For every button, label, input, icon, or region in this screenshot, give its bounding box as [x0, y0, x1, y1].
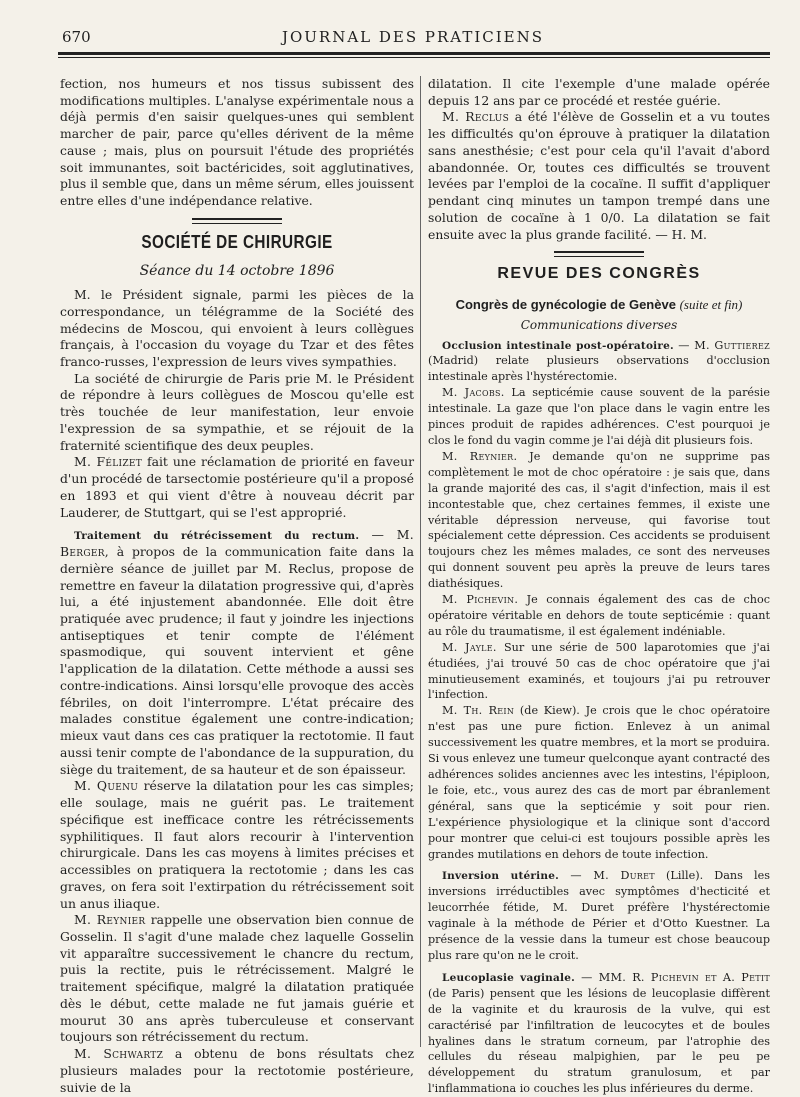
- paragraph-text: a été l'élève de Gosselin et a vu toutes les difficultés qu'on éprouve à pratiquer la dilatation sans anesthésie; c'est pour cela qu'il l'avait d'abord abandonnée. Or, toutes ces difficultés se trouvent levées par l'emploi de la cocaïne. Il suffit d'appliquer pendant cinq minutes un tampon trempé dans une solution de cocaïne à 1 0/0. La dilatation se fait ensuite avec la plus grande facilité. — H. M.: [428, 109, 770, 242]
- paragraph-text: La septicémie cause souvent de la parésie intestinale. La gaze que l'on place dans le vagin entre les pinces produit de rapides adhérences. C'est pourquoi je clos le fond du vagin comme je l'ai déjà dit plusieurs fois.: [428, 386, 770, 447]
- column-divider: [420, 76, 421, 1047]
- paragraph-text: (Madrid) relate plusieurs observations d'occlusion intestinale après l'hystérectomie.: [428, 354, 770, 384]
- paragraph-schwartz: [60, 1046, 414, 1096]
- left-column: [60, 76, 415, 1095]
- topic-heading: Occlusion intestinale post-opératoire.: [442, 339, 674, 352]
- paragraph-text: (de Kiew). Je crois que le choc opératoire n'est pas une pure fiction. Enlevez à un animal successivement les quatre membres, et la mort se produira. Si vous enlevez une tumeur quelconque ayant contracté des adhérences solides anciennes avec les intestins, l'épiploon, le foie, etc., vous aurez des cas de mort par ébranlement général, sans que la septicémie y soit pour rien. L'expérience physiologique et la clinique sont d'accord pour montrer que celui-ci est toujours possible après les grandes mutilations en dehors de toute infection.: [428, 704, 770, 861]
- congress-suite: (suite et fin): [679, 297, 743, 313]
- paragraph-jayle: [428, 640, 770, 704]
- paragraph-occlusion: [428, 338, 770, 386]
- intro-paragraph: fection, nos humeurs et nos tissus subissent des modifications multiples. L'analyse expérimentale nous a déjà permis d'en saisir quelques-unes qui semblent marcher de pair, parce qu'elles dérivent de la même cause ; mais, plus on poursuit l'étude des propriétés soit immunantes, soit bactéricides, soit agglutinatives, plus il semble que, dans un même sérum, elles jouissent entre elles d'une indépendance relative.: [60, 76, 414, 209]
- paragraph-text: a obtenu de bons résultats chez plusieurs malades pour la rectotomie postérieure, suivie de la: [60, 1046, 414, 1095]
- paragraph-text: (Lille). Dans les inversions irréductibles avec symptômes d'hecticité et leucorrhée fétide, M. Duret préfère l'hystérectomie vaginale à la méthode de Périer et d'Otto Kuestner. La présence de la vessie dans la tumeur est chose beaucoup plus rare qu'on ne le croit.: [428, 869, 770, 962]
- speaker-name: M. Reclus: [442, 109, 510, 125]
- communications-subtitle: Communications diverses: [520, 317, 678, 332]
- speaker-name: M. Reynier: [74, 912, 146, 928]
- paragraph-text: (de Paris) pensent que les lésions de leucoplasie diffèrent de la vaginite et du kraurosis de la vulve, qui est caractérisé par l'infiltration de leucocytes et de boules hyalines dans le stratum corneum, par l'atrophie des cellules du réseau malpighien, par le peu pe développement du stratum granulosum, et par l'inflammationa io couches les plus inférieures du derme.: [428, 986, 770, 1096]
- paragraph-leucoplasie: [428, 970, 770, 1097]
- congress-title: [428, 296, 770, 314]
- paragraph-text: Sur une série de 500 laparotomies que j'ai étudiées, j'ai trouvé 50 cas de choc opératoire que j'ai minutieusement examinés, et toujours j'ai pu retrouver l'infection.: [428, 640, 770, 702]
- speaker-name: — MM. R. Pichevin et A. Petit: [574, 970, 770, 984]
- paragraph-quenu: [60, 778, 414, 912]
- paragraph-jacobs: [428, 385, 770, 449]
- speaker-name: M. Félizet: [74, 454, 143, 470]
- paragraph-text: Je demande qu'on ne supprime pas complètement le mot de choc opératoire : je sais que, dans la grande majorité des cas, il s'agit d'infection, mais il est incontestable que, chez certaines femmes, il existe une véritable dépression nerveuse, qui favorise tout spécialement cette dépression. Ces accidents se produisent toujours chez les mêmes malades, ce sont des nerveuses qui donnent souvent peu après la preuve de leurs tares diathésiques.: [428, 449, 770, 591]
- paragraph-text: Je connais également des cas de choc opératoire véritable en dehors de toute septicémie : quant au rôle du traumatisme, il est également indéniable.: [428, 593, 770, 638]
- paragraph-rein: [428, 703, 770, 862]
- page-header: [62, 26, 764, 50]
- topic-heading: Leucoplasie vaginale.: [442, 971, 575, 984]
- paragraph-text: réserve la dilatation pour les cas simples; elle soulage, mais ne guérit pas. Le traitement spécifique est inefficace contre les rétrécissements syphilitiques. Il faut alors recourir à l'intervention chirurgicale. Dans les cas moyens à limites précises et accessibles on pratiquera la rectotomie ; dans les cas graves, on fera soit l'extirpation du rétrécissement soit un anus iliaque.: [60, 778, 414, 911]
- paragraph-pichevin: [428, 592, 770, 640]
- speaker-name: — M. Guttierez: [673, 338, 770, 352]
- speaker-name: M. Reynier.: [442, 449, 518, 463]
- session-date: Séance du 14 octobre 1896: [139, 263, 335, 280]
- speaker-name: M. Jacobs.: [442, 386, 505, 400]
- speaker-name: M. Th. Rein: [442, 704, 515, 718]
- paragraph-text: à propos de la communication faite dans la dernière séance de juillet par M. Reclus, propose de remettre en faveur la dilatation progressive qui, d'après lui, a été injustement abandonnée. Elle doit être pratiquée avec prudence; il faut y joindre les injections antiseptiques et tenir compte de l'élément spasmodique, qui souvent intervient et gêne l'application de la dilatation. Cette méthode a aussi ses contre-indications. Ainsi lorsqu'elle provoque des accès fébriles, on doit l'interrompre. L'état précaire des malades constitue également une contre-indication; mieux vaut dans ces cas pratiquer la rectotomie. Il faut aussi tenir compte de l'abondance de la suppuration, du siège du traitement, de sa hauteur et de son épaisseur.: [60, 544, 414, 777]
- paragraph-rectum: [60, 527, 414, 778]
- journal-title: JOURNAL DES PRATICIENS: [281, 28, 545, 46]
- header-rule: [58, 52, 770, 58]
- paragraph-inversion: [428, 868, 770, 963]
- section-separator: [192, 218, 282, 224]
- section-title: SOCIÉTÉ DE CHIRURGIE: [141, 231, 333, 252]
- paragraph-text: fait une réclamation de priorité en faveur d'un procédé de tarsectomie postérieure qu'il a proposé en 1893 et qui vient d'être à nouveau décrit par Lauderer, de Stuttgart, qui se l'est approprié.: [60, 454, 415, 520]
- topic-heading: Traitement du rétrécissement du rectum.: [74, 530, 360, 543]
- speaker-name: M. Quenu: [74, 778, 139, 794]
- speaker-name: M. Jayle.: [442, 640, 497, 654]
- section-separator: [554, 251, 644, 257]
- page-number: 670: [62, 28, 91, 46]
- paragraph-reynier: [428, 449, 770, 592]
- congress-name: Congrès de gynécologie de Genève: [455, 297, 676, 313]
- paragraph-reclus: [428, 109, 770, 243]
- right-column: [428, 76, 770, 1096]
- speaker-name: M. Pichevin.: [442, 593, 519, 607]
- speaker-name: — M. Duret: [558, 869, 655, 883]
- paragraph-text: rappelle une observation bien connue de Gosselin. Il s'agit d'une malade chez laquelle Gosselin vit apparaître successivement le chancre du rectum, puis la rectite, puis le rétrécissement. Malgré le traitement spécifique, malgré la dilatation pratiquée dès le début, cette malade ne fut jamais guérie et mourut 30 ans après tuberculeuse et conservant toujours son rétrécissement du rectum.: [60, 912, 414, 1045]
- speaker-name: — M. Berger,: [60, 527, 414, 560]
- paragraph-societe: La société de chirurgie de Paris prie M. le Président de répondre à leurs collègues de Moscou qu'elle est très touchée de leur manifestation, leur envoie l'expression de sa sympathie, et se réjouit de la fraternité scientifique des deux peuples.: [60, 370, 414, 453]
- paragraph-reynier: [60, 912, 414, 1046]
- paragraph-felizet: [60, 454, 414, 521]
- paragraph-continuation: dilatation. Il cite l'exemple d'une malade opérée depuis 12 ans par ce procédé et restée guérie.: [428, 76, 770, 108]
- topic-heading: Inversion utérine.: [442, 870, 559, 883]
- speaker-name: M. Schwartz: [74, 1046, 164, 1062]
- paragraph-president: M. le Président signale, parmi les pièces de la correspondance, un télégramme de la Société des médecins de Moscou, qui envoient à leurs collègues français, à l'occasion du voyage du Tzar et des fêtes franco-russes, l'expression de leurs vives sympathies.: [60, 287, 414, 369]
- section-title: REVUE DES CONGRÈS: [497, 265, 701, 283]
